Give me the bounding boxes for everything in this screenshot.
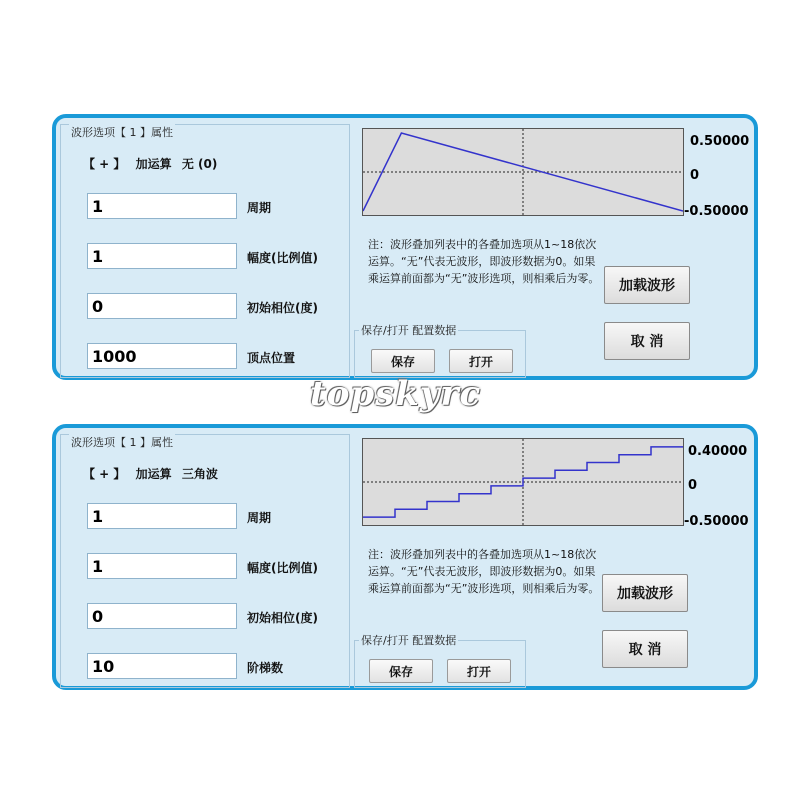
save-button[interactable]: 保存 xyxy=(371,349,435,373)
load-waveform-button[interactable]: 加载波形 xyxy=(602,574,688,612)
peak-position-label: 顶点位置 xyxy=(247,351,296,365)
option-operation: 加运算 xyxy=(135,157,172,171)
waveform-option-group xyxy=(60,124,350,378)
option-summary xyxy=(83,155,223,172)
waveform-properties-panel-1 xyxy=(52,114,758,380)
amplitude-input[interactable] xyxy=(87,243,237,269)
cancel-button[interactable]: 取 消 xyxy=(602,630,688,668)
option-wave-type: 三角波 xyxy=(181,467,218,481)
y-axis-min-label: -0.50000 xyxy=(684,514,749,529)
open-button[interactable]: 打开 xyxy=(449,349,513,373)
amplitude-label: 幅度(比例值) xyxy=(247,561,318,575)
help-note: 注：波形叠加列表中的各叠加选项从1~18依次运算。“无”代表无波形，即波形数据为0。如果乘运算前面都为“无”波形选项，则相乘后为零。 xyxy=(368,238,600,285)
option-operation: 加运算 xyxy=(135,467,172,481)
waveform-preview-svg xyxy=(363,129,683,215)
group-title: 波形选项【 1 】属性 xyxy=(71,436,173,449)
option-bracket: 【 + 】 xyxy=(83,157,126,171)
initial-phase-label: 初始相位(度) xyxy=(247,301,318,315)
save-open-config-group xyxy=(354,324,526,378)
initial-phase-input[interactable] xyxy=(87,603,237,629)
waveform-properties-panel-2 xyxy=(52,424,758,690)
save-button[interactable]: 保存 xyxy=(369,659,433,683)
cancel-button[interactable]: 取 消 xyxy=(604,322,690,360)
group-title: 波形选项【 1 】属性 xyxy=(71,126,173,139)
waveform-option-group xyxy=(60,434,350,688)
peak-position-input[interactable] xyxy=(87,343,237,369)
waveform-preview-plot xyxy=(362,128,684,216)
save-group-title: 保存/打开 配置数据 xyxy=(361,324,457,337)
initial-phase-input[interactable] xyxy=(87,293,237,319)
period-input[interactable] xyxy=(87,193,237,219)
option-bracket: 【 + 】 xyxy=(83,467,126,481)
waveform-preview-plot xyxy=(362,438,684,526)
watermark: topskyrc xyxy=(310,374,482,414)
period-label: 周期 xyxy=(247,511,272,525)
initial-phase-label: 初始相位(度) xyxy=(247,611,318,625)
option-summary xyxy=(83,465,224,482)
waveform-preview-svg xyxy=(363,439,683,525)
load-waveform-button[interactable]: 加载波形 xyxy=(604,266,690,304)
option-wave-type: 无 (0) xyxy=(181,157,218,171)
y-axis-min-label: -0.50000 xyxy=(684,204,749,219)
open-button[interactable]: 打开 xyxy=(447,659,511,683)
amplitude-label: 幅度(比例值) xyxy=(247,251,318,265)
step-count-label: 阶梯数 xyxy=(247,661,284,675)
save-group-title: 保存/打开 配置数据 xyxy=(361,634,457,647)
period-label: 周期 xyxy=(247,201,272,215)
help-note: 注：波形叠加列表中的各叠加选项从1~18依次运算。“无”代表无波形，即波形数据为0。如果乘运算前面都为“无”波形选项，则相乘后为零。 xyxy=(368,548,600,595)
y-axis-zero-label: 0 xyxy=(688,478,698,493)
y-axis-max-label: 0.40000 xyxy=(688,444,748,459)
amplitude-input[interactable] xyxy=(87,553,237,579)
period-input[interactable] xyxy=(87,503,237,529)
y-axis-zero-label: 0 xyxy=(690,168,700,183)
y-axis-max-label: 0.50000 xyxy=(690,134,750,149)
step-count-input[interactable] xyxy=(87,653,237,679)
save-open-config-group xyxy=(354,634,526,688)
